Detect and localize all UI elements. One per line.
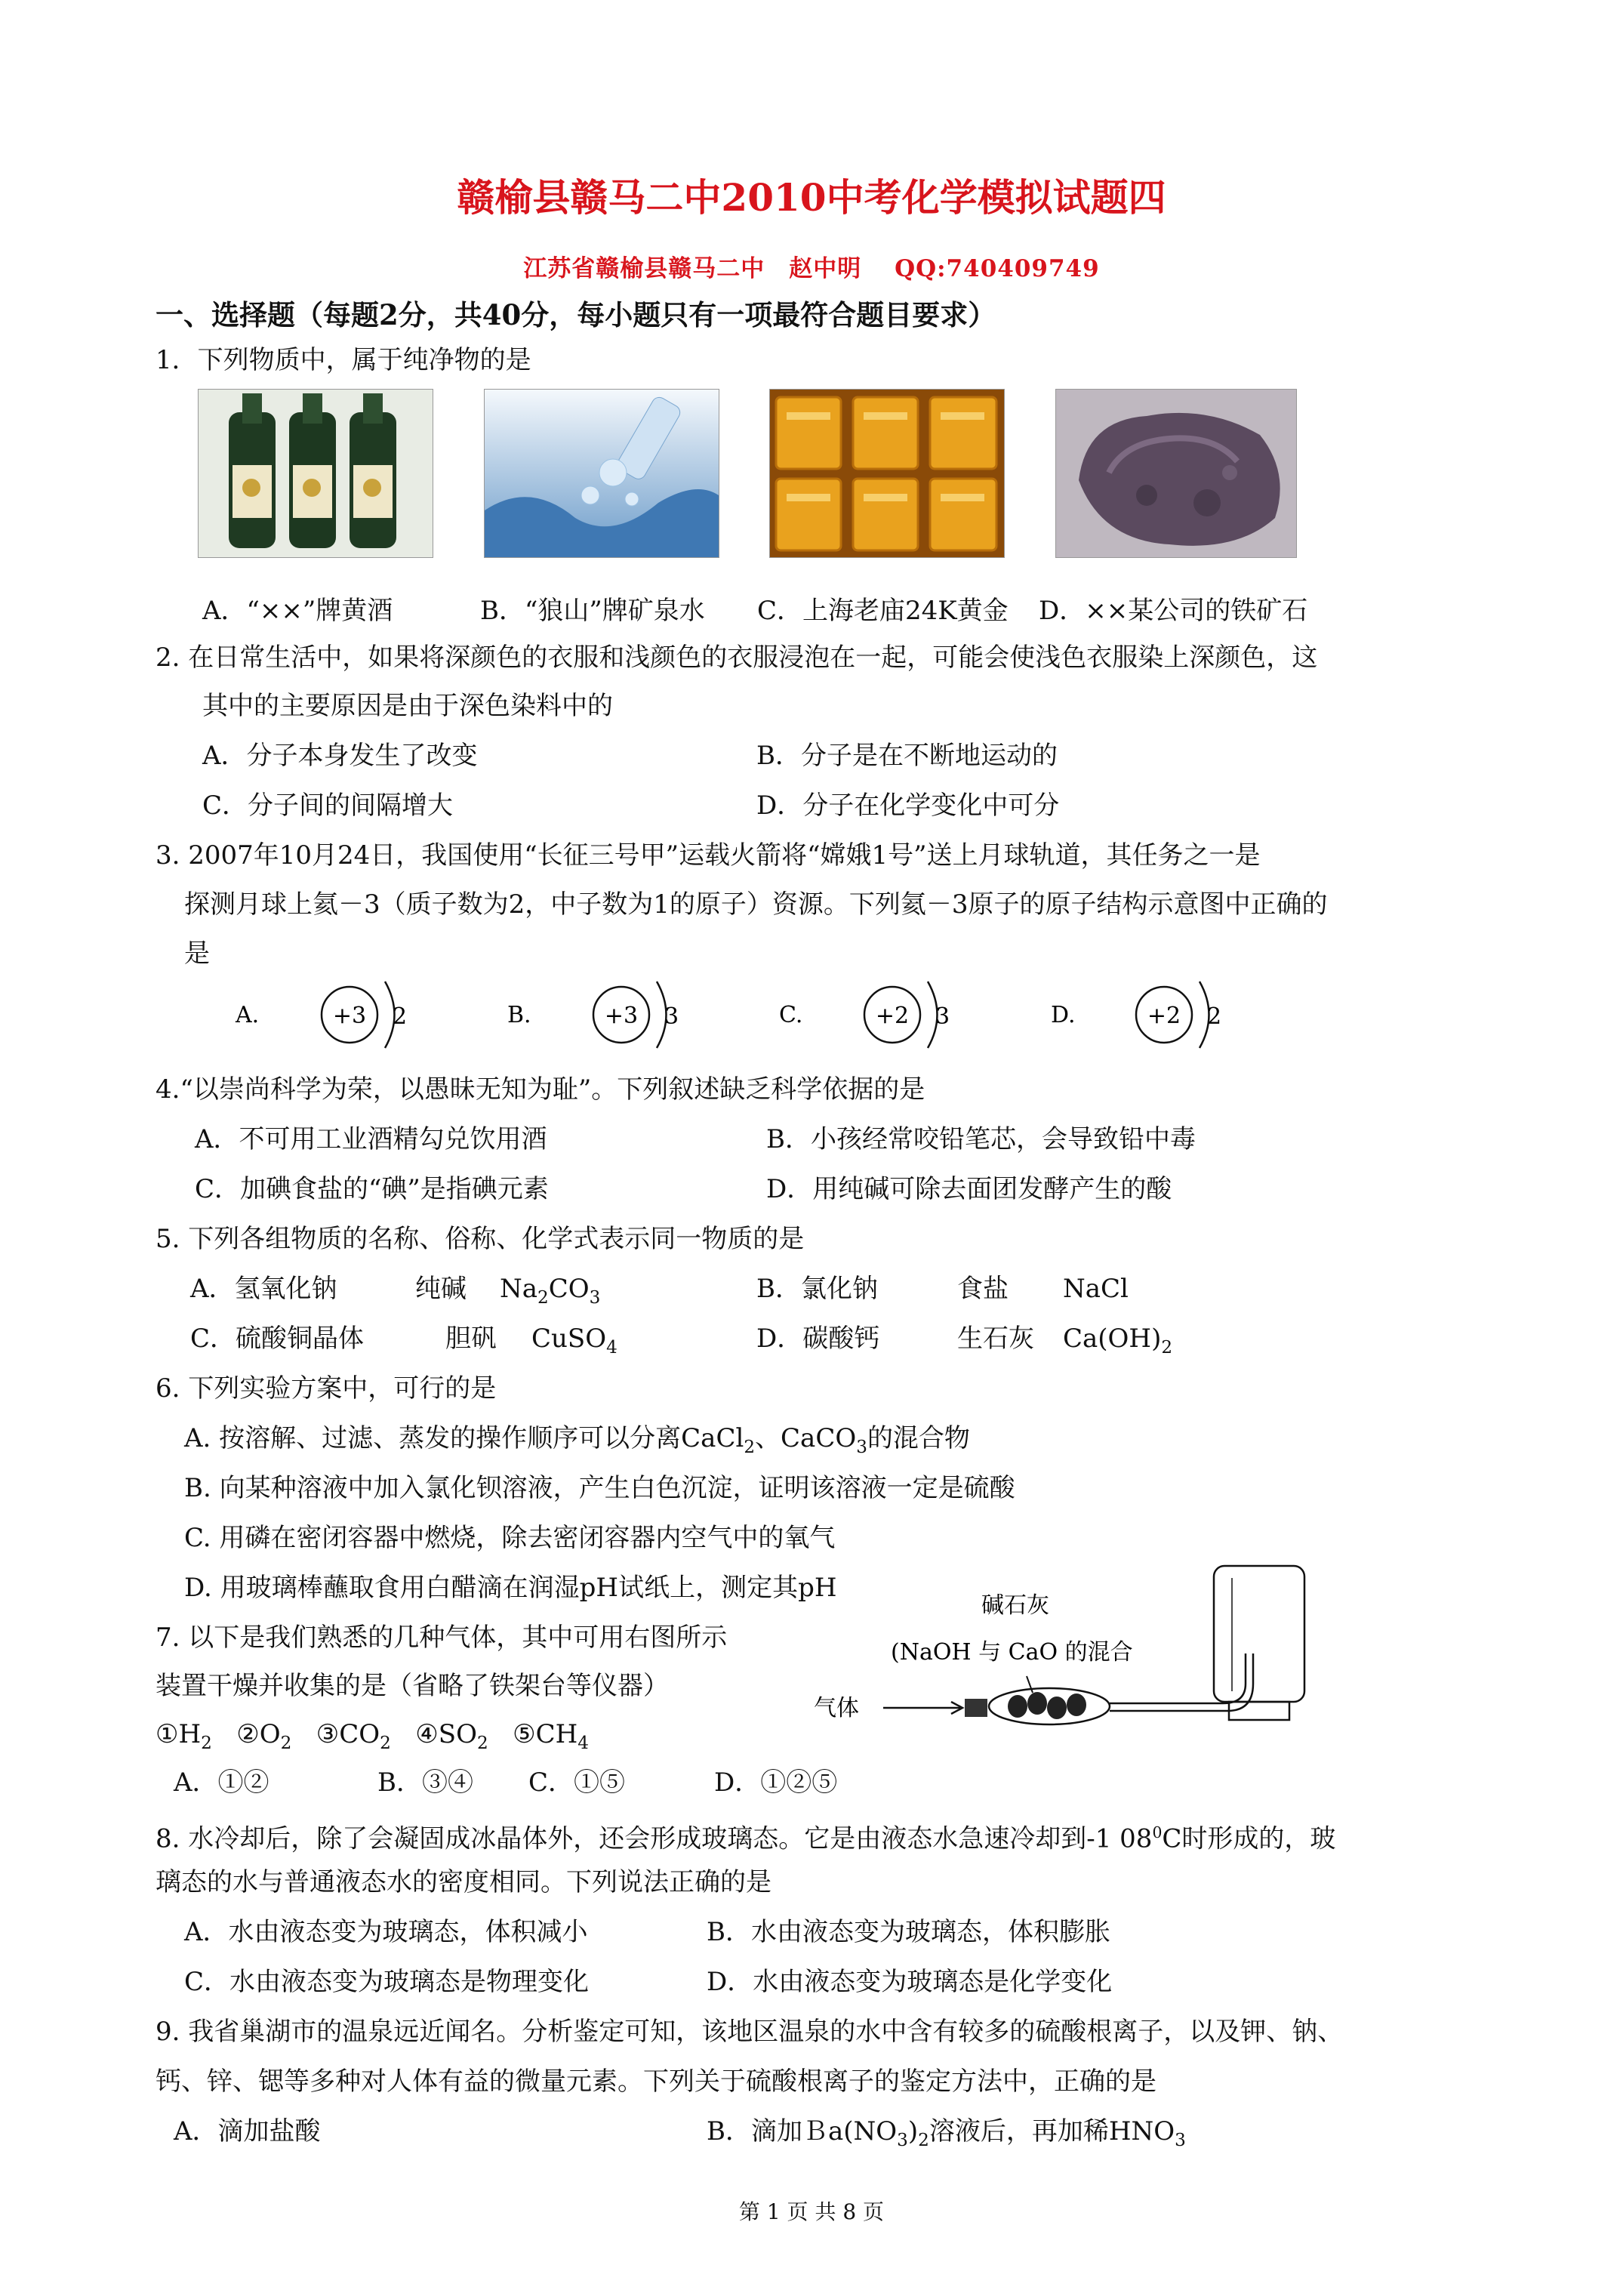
q1-option-d: D．××某公司的铁矿石 (1039, 596, 1308, 626)
q6-option-a: A. 按溶解、过滤、蒸发的操作顺序可以分离CaCl$_2$、CaCO$_3$的混合物 (184, 1423, 970, 1457)
q3-option-c-nucleus: +2 (875, 1003, 910, 1029)
q8-stem-line2: 璃态的水与普通液态水的密度相同。下列说法正确的是 (156, 1867, 771, 1897)
q7-option-a: A．①② (174, 1767, 269, 1798)
q2-option-a: A．分子本身发生了改变 (202, 741, 478, 771)
q3-stem-line1: 3. 2007年10月24日，我国使用“长征三号甲”运载火箭将“嫦娥1号”送上月球轨道，其任务之一是 (156, 840, 1261, 871)
q5-a-formula: $Na_2CO_3$ (500, 1274, 601, 1308)
q8-option-d: D．水由液态变为玻璃态是化学变化 (707, 1967, 1113, 1997)
q3-option-a-letter: A. (236, 1002, 260, 1028)
q4-option-a: A．不可用工业酒精勾兑饮用酒 (195, 1124, 547, 1154)
q5-b-name: 氯化钠 (801, 1274, 878, 1304)
q6-option-c: C. 用磷在密闭容器中燃烧，除去密闭容器内空气中的氧气 (184, 1523, 836, 1553)
q7-option-c: C．①⑤ (528, 1767, 626, 1798)
q8-stem-line1: 8. 水冷却后，除了会凝固成冰晶体外，还会形成玻璃态。它是由液态水急速冷却到-1 $08^0C$时形成的，玻 (156, 1823, 1336, 1854)
q5-c-formula: CuSO$_4$ (531, 1324, 617, 1358)
q2-option-b: B．分子是在不断地运动的 (756, 741, 1058, 771)
q5-c-common: 胆矾 (445, 1324, 497, 1354)
water-drops-photo (484, 389, 719, 558)
q8-option-b: B．水由液态变为玻璃态，体积膨胀 (707, 1917, 1110, 1947)
q8-option-a: A．水由液态变为玻璃态，体积减小 (184, 1917, 588, 1947)
q4-stem: 4.“以崇尚科学为荣，以愚昧无知为耻”。下列叙述缺乏科学依据的是 (156, 1074, 925, 1105)
q3-option-d (1051, 982, 1221, 1048)
q3-option-c-letter: C. (779, 1002, 803, 1028)
q4-option-d: D．用纯碱可除去面团发酵产生的酸 (766, 1174, 1172, 1204)
q5-option-b (756, 1264, 878, 1314)
q5-c-letter: C． (190, 1324, 236, 1354)
section-heading: 一、选择题（每题2分，共40分，每小题只有一项最符合题目要求） (156, 298, 996, 331)
q5-a-common: 纯碱 (415, 1274, 467, 1304)
q3-option-b-nucleus: +3 (604, 1003, 639, 1029)
q3-stem-line3: 是 (184, 938, 210, 969)
q3-option-b (507, 982, 679, 1048)
q3-option-c (779, 982, 950, 1048)
q6-stem: 6. 下列实验方案中，可行的是 (156, 1373, 497, 1404)
q5-a-name: 氢氧化钠 (234, 1274, 337, 1304)
soda-lime-composition-label: (NaOH 与 CaO 的混合 (891, 1639, 1133, 1666)
q8-option-c: C．水由液态变为玻璃态是物理变化 (184, 1967, 590, 1997)
q6-option-b: B. 向某种溶液中加入氯化钡溶液，产生白色沉淀，证明该溶液一定是硫酸 (184, 1473, 1015, 1503)
q3-option-b-letter: B. (507, 1002, 531, 1028)
q5-b-common: 食盐 (957, 1274, 1009, 1304)
q3-atom-diagrams (226, 975, 1268, 1051)
q5-d-letter: D． (756, 1324, 803, 1354)
q5-option-c (190, 1314, 364, 1364)
q4-option-b: B．小孩经常咬铅笔芯，会导致铅中毒 (766, 1124, 1196, 1154)
q5-option-d (756, 1314, 879, 1364)
q3-option-a-nucleus: +3 (332, 1003, 367, 1029)
page-subtitle: 江苏省赣榆县赣马二中 赵中明 QQ:740409749 (523, 255, 1100, 282)
q4-option-c: C．加碘食盐的“碘”是指碘元素 (195, 1174, 549, 1204)
q5-d-name: 碳酸钙 (802, 1324, 880, 1354)
q2-option-d: D．分子在化学变化中可分 (756, 791, 1060, 821)
q7-option-d: D．①②⑤ (714, 1767, 838, 1798)
gas-inlet-label: 气体 (814, 1695, 859, 1721)
q7-option-b: B．③④ (377, 1767, 473, 1798)
q9-option-a: A．滴加盐酸 (174, 2116, 321, 2147)
q3-option-d-electrons: 2 (1207, 1003, 1222, 1030)
page-title: 赣榆县赣马二中2010中考化学模拟试题四 (457, 175, 1166, 220)
q5-c-name: 硫酸铜晶体 (236, 1324, 365, 1354)
q1-stem: 1．下列物质中，属于纯净物的是 (156, 345, 531, 375)
wine-bottles-photo (198, 389, 433, 558)
q3-option-a (235, 982, 407, 1048)
tube-stopper (965, 1699, 987, 1717)
q7-gas-list: $①H_2$ $②O_2$ $③CO_2$ $④SO_2$ $⑤CH_4$ (156, 1719, 589, 1753)
q3-option-c-electrons: 3 (935, 1003, 950, 1030)
q2-stem-line1: 2. 在日常生活中，如果将深颜色的衣服和浅颜色的衣服浸泡在一起，可能会使浅色衣服染上深颜色，这 (156, 643, 1318, 673)
q1-option-c: C．上海老庙24K黄金 (757, 596, 1009, 626)
q7-stem-line1: 7. 以下是我们熟悉的几种气体，其中可用右图所示 (156, 1623, 728, 1653)
q3-stem-line2: 探测月球上氦－3（质子数为2，中子数为1的原子）资源。下列氦－3原子的原子结构示意图中正确的 (184, 889, 1328, 920)
q9-stem-line1: 9. 我省巢湖市的温泉远近闻名。分析鉴定可知，该地区温泉的水中含有较多的硫酸根离子，以及钾、钠、 (156, 2017, 1344, 2047)
page-footer: 第 1 页 共 8 页 (738, 2199, 885, 2224)
soda-lime-label: 碱石灰 (981, 1592, 1049, 1619)
q6-option-d: D. 用玻璃棒蘸取食用白醋滴在润湿pH试纸上，测定其pH (184, 1573, 837, 1603)
q7-stem-line2: 装置干燥并收集的是（省略了铁架台等仪器） (156, 1671, 669, 1701)
q5-b-letter: B． (756, 1274, 801, 1304)
q9-option-b: B．滴加$Ba(NO_3)_2$溶液后，再加稀$HNO_3$ (707, 2116, 1186, 2150)
q2-stem-line2: 其中的主要原因是由于深色染料中的 (202, 691, 613, 721)
collecting-bottle (1214, 1566, 1304, 1702)
q1-option-a: A．“××”牌黄酒 (202, 596, 393, 626)
q5-d-formula: $Ca(OH)_2$ (1063, 1324, 1173, 1358)
q2-option-c: C．分子间的间隔增大 (202, 791, 454, 821)
q5-b-formula: NaCl (1063, 1274, 1129, 1304)
q3-option-d-nucleus: +2 (1147, 1003, 1181, 1029)
q5-d-common: 生石灰 (957, 1324, 1034, 1354)
q1-option-b: B．“狼山”牌矿泉水 (480, 596, 705, 626)
drying-apparatus-diagram (800, 1563, 1344, 1752)
q3-option-b-electrons: 3 (664, 1003, 679, 1030)
q5-option-a (190, 1264, 337, 1314)
q5-stem: 5. 下列各组物质的名称、俗称、化学式表示同一物质的是 (156, 1224, 805, 1254)
q9-stem-line2: 钙、锌、锶等多种对人体有益的微量元素。下列关于硫酸根离子的鉴定方法中，正确的是 (156, 2066, 1156, 2097)
gold-bars-photo (769, 389, 1005, 558)
iron-ore-photo (1055, 389, 1297, 558)
q3-option-d-letter: D. (1051, 1002, 1076, 1028)
q5-a-letter: A． (190, 1274, 235, 1304)
q3-option-a-electrons: 2 (393, 1003, 408, 1030)
